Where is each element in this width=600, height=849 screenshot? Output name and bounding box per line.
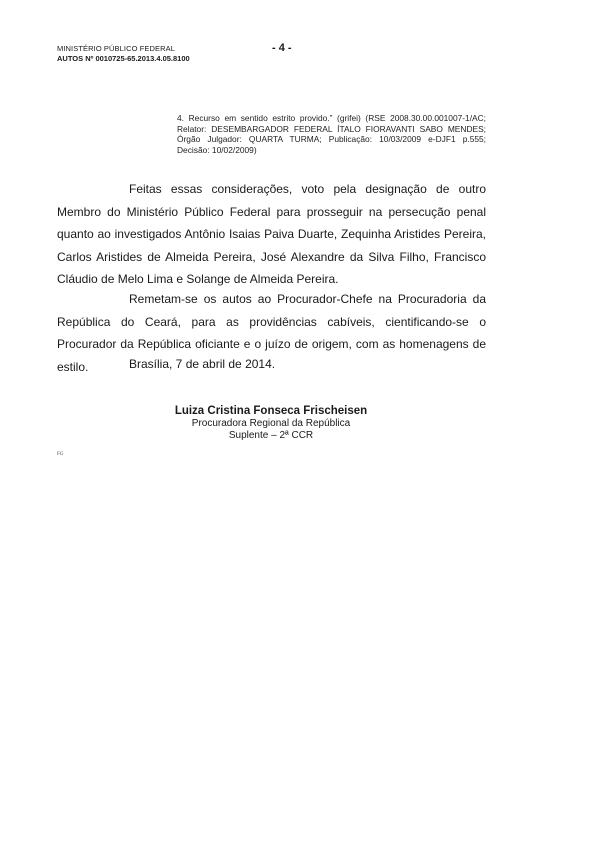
body-paragraph-1: Feitas essas considerações, voto pela designação de outro Membro do Ministério Público Federal para prosseguir na persecução penal quanto ao investigados Antônio Isaias Paiva Duarte, Zequinha Aristides Pereira, Carlos Aristides de Almeida Pereira, José Alexandre da Silva Filho, Francisco Cláudio de Melo Lima e Solange de Almeida Pereira.	[57, 182, 486, 286]
page-number: - 4 -	[272, 42, 292, 54]
signatory-name: Luiza Cristina Fonseca Frischeisen	[174, 405, 368, 417]
signature-block	[156, 404, 386, 442]
signatory-role: Suplente – 2ª CCR	[228, 430, 314, 441]
case-number: AUTOS Nº 0010725-65.2013.4.05.8100	[57, 54, 190, 63]
legal-citation-quote	[177, 113, 486, 155]
organization-name: MINISTÉRIO PÚBLICO FEDERAL	[57, 44, 176, 53]
typist-initials: FG	[57, 452, 64, 457]
date-line: Brasília, 7 de abril de 2014.	[129, 357, 276, 371]
quote-text: 4. Recurso em sentido estrito provido.” (grifei) (RSE 2008.30.00.001007-1/AC; Relator: DESEMBARGADOR FEDERAL ÍTALO FIORAVANTI SABO MENDES; Órgão Julgador: QUARTA TURMA; Publicação: 10/03/2009 e-DJF1 p.555; Decisão: 10/02/2009)	[177, 113, 486, 155]
document-header	[57, 44, 190, 64]
signatory-title: Procuradora Regional da República	[191, 418, 351, 429]
body-paragraph-2: Remetam-se os autos ao Procurador-Chefe na Procuradoria da República do Ceará, para as providências cabíveis, cientificando-se o Procurador da República oficiante e o juízo de origem, com as homenagens de estilo.	[57, 292, 486, 374]
